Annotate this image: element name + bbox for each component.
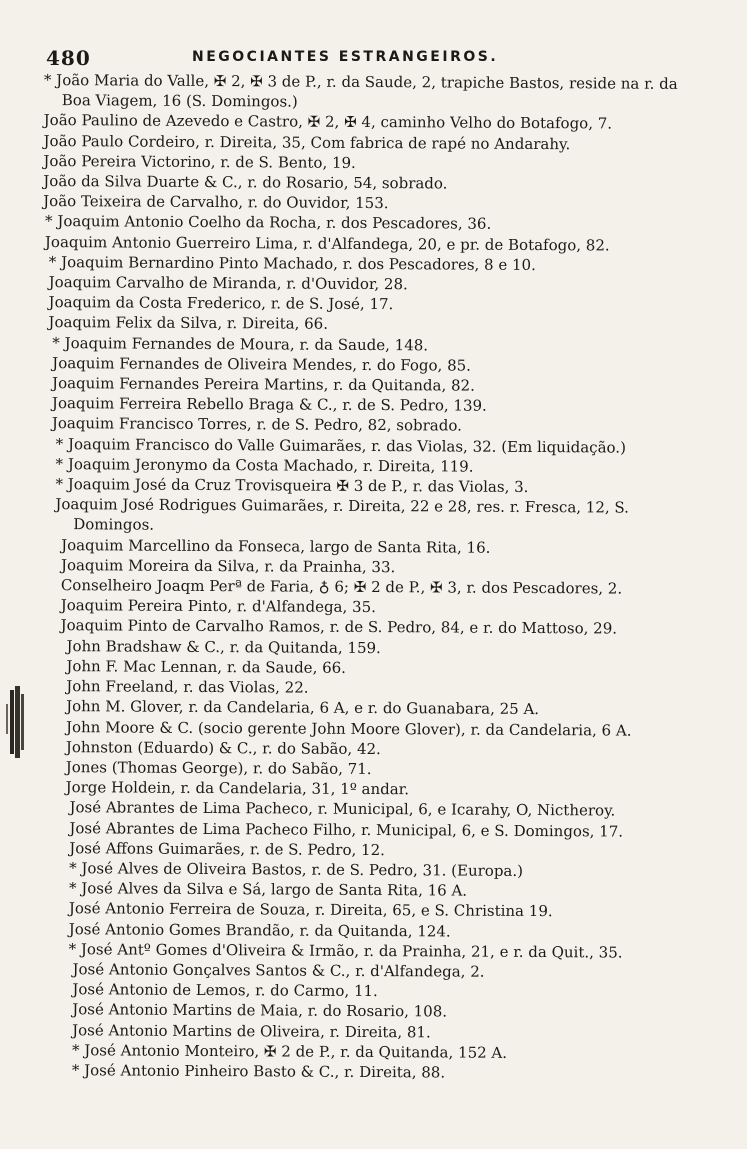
running-title: NEGOCIANTES ESTRANGEIROS.	[192, 49, 499, 65]
list-item: José Abrantes de Lima Pacheco, r. Municipal, 6, e Icarahy, O, Nictheroy.	[69, 798, 616, 820]
list-item: * Joaquim Jeronymo da Costa Machado, r. Direita, 119.	[55, 454, 474, 476]
list-item: Joaquim Pinto de Carvalho Ramos, r. de S. Pedro, 84, e r. do Mattoso, 29.	[60, 616, 618, 638]
list-item: John F. Mac Lennan, r. da Saude, 66.	[66, 657, 347, 677]
list-item: * José Alves de Oliveira Bastos, r. de S. Pedro, 31. (Europa.)	[69, 859, 524, 880]
list-item: * José Antonio Monteiro, ✠ 2 de P., r. da Quitanda, 152 A.	[71, 1040, 508, 1062]
list-item: Joaquim Ferreira Rebello Braga & C., r. de S. Pedro, 139.	[51, 394, 487, 415]
list-item: John Freeland, r. das Violas, 22.	[66, 677, 309, 697]
list-item: Joaquim Fernandes Pereira Martins, r. da Quitanda, 82.	[52, 374, 475, 395]
list-item: José Affons Guimarães, r. de S. Pedro, 12.	[69, 838, 385, 859]
list-item: * Joaquim Bernardino Pinto Machado, r. dos Pescadores, 8 e 10.	[48, 252, 536, 274]
list-item: Joaquim Moreira da Silva, r. da Prainha, 33.	[60, 555, 396, 577]
list-item: John Moore & C. (socio gerente John Moore Glover), r. da Candelaria, 6 A.	[65, 717, 632, 740]
list-item: * João Maria do Valle, ✠ 2, ✠ 3 de P., r. da Saude, 2, trapiche Bastos, reside na r. da Boa Viagem, 16 (S. Domingos.)	[43, 70, 678, 111]
entry-list	[38, 70, 694, 1084]
list-item: Joaquim Francisco Torres, r. de S. Pedro, 82, sobrado.	[51, 414, 462, 436]
list-item: John M. Glover, r. da Candelaria, 6 A, e r. do Guanabara, 25 A.	[66, 697, 540, 719]
list-item: Jorge Holdein, r. da Candelaria, 31, 1º andar.	[65, 778, 410, 799]
list-item: Joaquim Antonio Guerreiro Lima, r. d'Alfandega, 20, e pr. de Botafogo, 82.	[44, 232, 610, 255]
binding-mark	[4, 684, 30, 760]
list-item: Conselheiro Joaqm Perª de Faria, ♁ 6; ✠ 2 de P., ✠ 3, r. dos Pescadores, 2.	[60, 576, 623, 598]
list-item: José Antonio de Lemos, r. do Carmo, 11.	[72, 980, 378, 1001]
list-item: * Joaquim Antonio Coelho da Rocha, r. dos Pescadores, 36.	[45, 212, 492, 234]
list-item: José Antonio Martins de Oliveira, r. Direita, 81.	[72, 1020, 431, 1041]
list-item: John Bradshaw & C., r. da Quitanda, 159.	[66, 636, 381, 657]
list-item: * José Alves da Silva e Sá, largo de Santa Rita, 16 A.	[68, 879, 468, 900]
page-number: 480	[46, 46, 91, 70]
list-item: Joaquim Carvalho de Miranda, r. d'Ouvidor, 28.	[48, 273, 408, 294]
list-item: José Antonio Gomes Brandão, r. da Quitanda, 124.	[68, 919, 451, 941]
list-item: João Paulo Cordeiro, r. Direita, 35, Com fabrica de rapé no Andarahy.	[43, 131, 571, 153]
list-item: Joaquim Pereira Pinto, r. d'Alfandega, 35.	[60, 596, 376, 617]
list-item: Joaquim José Rodrigues Guimarães, r. Direita, 22 e 28, res. r. Fresca, 12, S. Domingos.	[55, 495, 630, 535]
list-item: Jones (Thomas George), r. do Sabão, 71.	[65, 758, 372, 778]
list-item: José Antonio Gonçalves Santos & C., r. d'Alfandega, 2.	[72, 960, 485, 981]
list-item: * Joaquim Francisco do Valle Guimarães, r. das Violas, 32. (Em liquidação.)	[55, 434, 627, 457]
list-item: * José Antonio Pinheiro Basto & C., r. Direita, 88.	[71, 1061, 446, 1082]
list-item: José Antonio Ferreira de Souza, r. Direita, 65, e S. Christina 19.	[68, 899, 553, 921]
list-item: Joaquim da Costa Frederico, r. de S. José, 17.	[48, 293, 394, 314]
list-item: João da Silva Duarte & C., r. do Rosario, 54, sobrado.	[43, 172, 448, 193]
list-item: João Paulino de Azevedo e Castro, ✠ 2, ✠ 4, caminho Velho do Botafogo, 7.	[43, 111, 613, 133]
list-item: * Joaquim José da Cruz Trovisqueira ✠ 3 de P., r. das Violas, 3.	[55, 475, 529, 497]
list-item: * Joaquim Fernandes de Moura, r. da Saude, 148.	[52, 333, 429, 354]
page-header	[46, 46, 706, 68]
list-item: Joaquim Felix da Silva, r. Direita, 66.	[48, 313, 329, 334]
list-item: João Teixeira de Carvalho, r. do Ouvidor, 153.	[43, 192, 389, 213]
list-item: José Antonio Martins de Maia, r. do Rosario, 108.	[72, 1000, 448, 1021]
list-item: Joaquim Marcellino da Fonseca, largo de Santa Rita, 16.	[61, 535, 491, 557]
list-item: José Abrantes de Lima Pacheco Filho, r. Municipal, 6, e S. Domingos, 17.	[69, 818, 624, 841]
list-item: Joaquim Fernandes de Oliveira Mendes, r. do Fogo, 85.	[52, 353, 472, 375]
list-item: Johnston (Eduardo) & C., r. do Sabão, 42.	[65, 737, 381, 758]
list-item: João Pereira Victorino, r. de S. Bento, 19.	[43, 151, 356, 172]
list-item: * José Antº Gomes d'Oliveira & Irmão, r. da Prainha, 21, e r. da Quit., 35.	[68, 939, 623, 962]
